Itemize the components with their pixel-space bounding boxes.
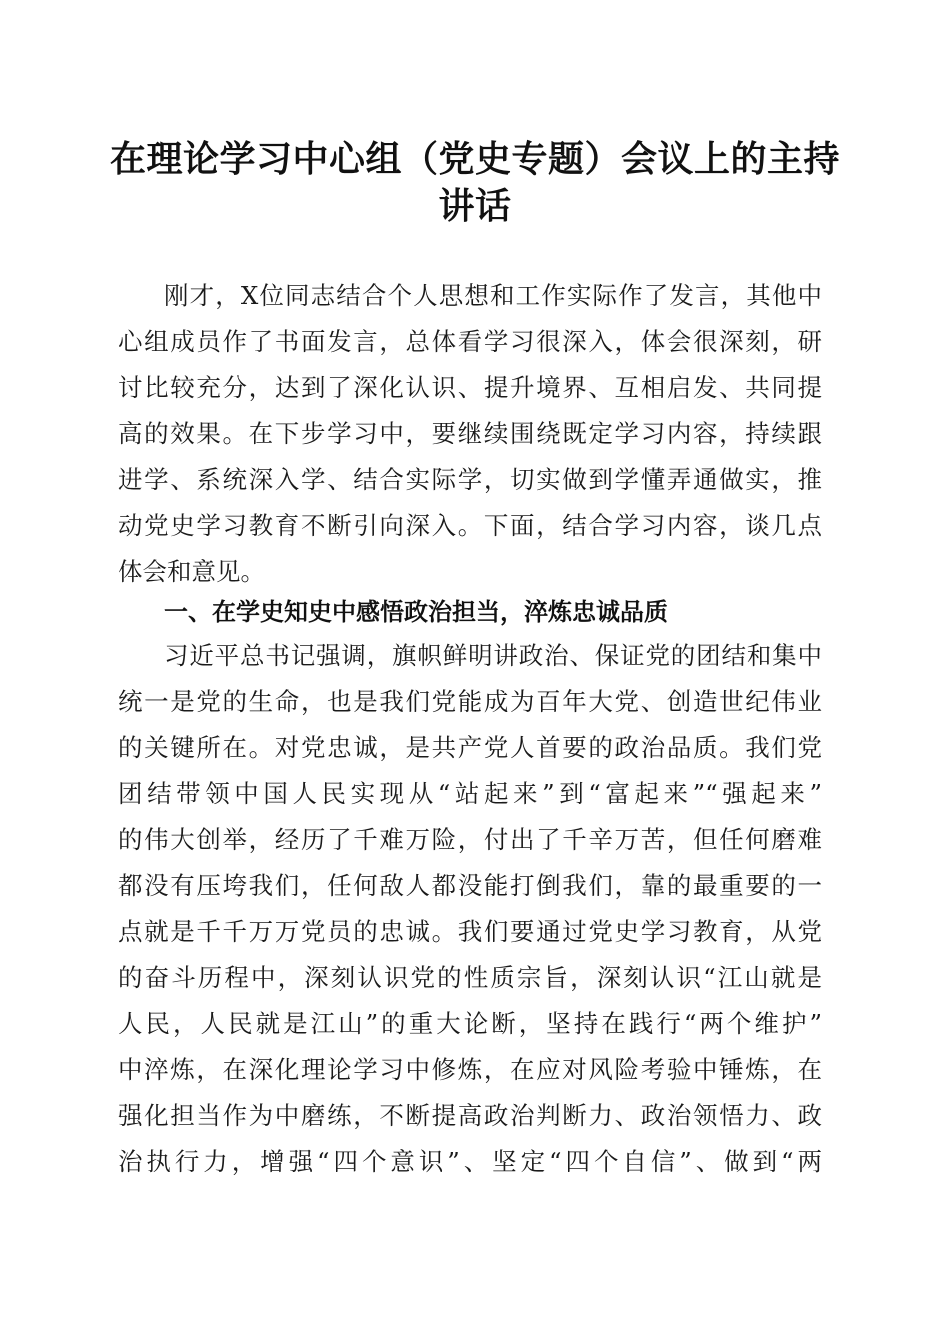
paragraph-line: 都没有压垮我们，任何敌人都没能打倒我们，靠的最重要的一 [118, 871, 822, 900]
paragraph-line: 心组成员作了书面发言，总体看学习很深入，体会很深刻，研 [118, 327, 822, 356]
section-heading: 一、在学史知史中感悟政治担当，淬炼忠诚品质 [164, 598, 668, 626]
paragraph-line: 讨比较充分，达到了深化认识、提升境界、互相启发、共同提 [118, 373, 822, 402]
paragraph-line: 体会和意见。 [118, 557, 265, 586]
paragraph-line: 统一是党的生命，也是我们党能成为百年大党、创造世纪伟业 [118, 687, 822, 716]
paragraph-line: 高的效果。在下步学习中，要继续围绕既定学习内容，持续跟 [118, 419, 822, 448]
paragraph-line: 的伟大创举，经历了千难万险，付出了千辛万苦，但任何磨难 [118, 825, 822, 854]
paragraph-line: 刚才，X位同志结合个人思想和工作实际作了发言，其他中 [164, 281, 822, 310]
paragraph-line: 团结带领中国人民实现从“站起来”到“富起来”“强起来” [118, 779, 822, 808]
paragraph-line: 习近平总书记强调，旗帜鲜明讲政治、保证党的团结和集中 [164, 641, 822, 670]
paragraph-line: 强化担当作为中磨练，不断提高政治判断力、政治领悟力、政 [118, 1101, 822, 1130]
paragraph-line: 中淬炼，在深化理论学习中修炼，在应对风险考验中锤炼，在 [118, 1055, 822, 1084]
paragraph-line: 进学、系统深入学、结合实际学，切实做到学懂弄通做实，推 [118, 465, 822, 494]
paragraph-line: 人民，人民就是江山”的重大论断，坚持在践行“两个维护” [118, 1009, 822, 1038]
paragraph-line: 治执行力，增强“四个意识”、坚定“四个自信”、做到“两 [118, 1147, 822, 1176]
paragraph-line: 点就是千千万万党员的忠诚。我们要通过党史学习教育，从党 [118, 917, 822, 946]
paragraph-line: 的关键所在。对党忠诚，是共产党人首要的政治品质。我们党 [118, 733, 822, 762]
document-title-line-2: 讲话 [438, 185, 512, 227]
document-title-line-1: 在理论学习中心组（党史专题）会议上的主持 [109, 138, 840, 180]
paragraph-line: 的奋斗历程中，深刻认识党的性质宗旨，深刻认识“江山就是 [118, 963, 822, 992]
paragraph-line: 动党史学习教育不断引向深入。下面，结合学习内容，谈几点 [118, 511, 822, 540]
